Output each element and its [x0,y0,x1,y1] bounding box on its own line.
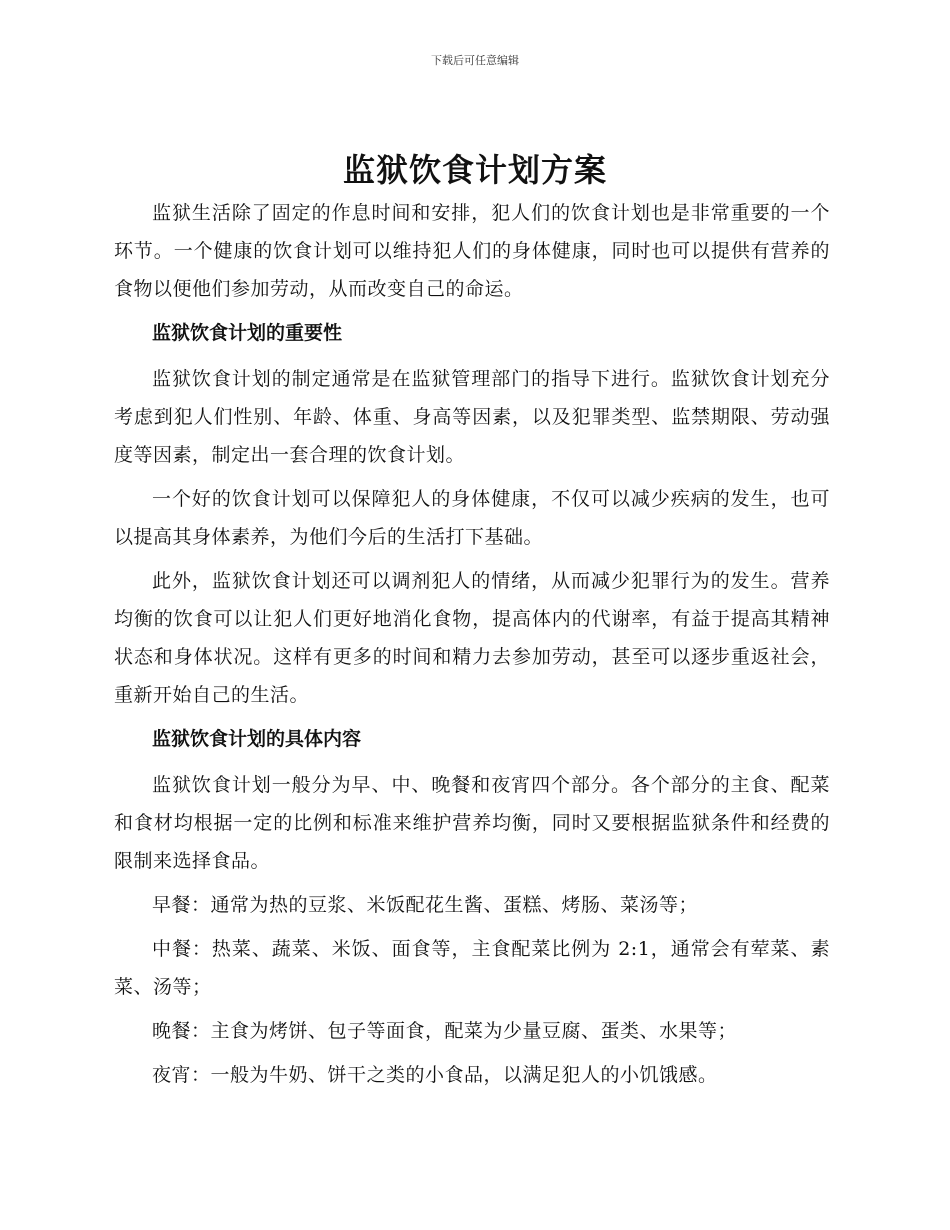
section-heading: 监狱饮食计划的具体内容 [152,728,362,750]
section-heading: 监狱饮食计划的重要性 [152,322,343,344]
paragraph: 监狱饮食计划的制定通常是在监狱管理部门的指导下进行。监狱饮食计划充分考虑到犯人们性别、年龄、体重、身高等因素，以及犯罪类型、监禁期限、劳动强度等因素，制定出一套合理的饮食计划。 [114,368,830,466]
section-importance [114,314,830,714]
meal-lunch: 中餐：热菜、蔬菜、米饭、面食等，主食配菜比例为 2:1，通常会有荤菜、素菜、汤等； [114,938,830,998]
intro-paragraph: 监狱生活除了固定的作息时间和安排，犯人们的饮食计划也是非常重要的一个环节。一个健康的饮食计划可以维持犯人们的身体健康，同时也可以提供有营养的食物以便他们参加劳动，从而改变自己的命运。 [114,202,830,300]
meal-late-night-snack: 夜宵：一般为牛奶、饼干之类的小食品，以满足犯人的小饥饿感。 [152,1064,718,1086]
page-header-note: 下载后可任意编辑 [431,54,519,67]
meal-dinner: 晚餐：主食为烤饼、包子等面食，配菜为少量豆腐、蛋类、水果等； [152,1020,738,1042]
paragraph: 监狱饮食计划一般分为早、中、晚餐和夜宵四个部分。各个部分的主食、配菜和食材均根据一定的比例和标准来维护营养均衡，同时又要根据监狱条件和经费的限制来选择食品。 [114,774,830,872]
section-details [114,720,830,1094]
meal-breakfast: 早餐：通常为热的豆浆、米饭配花生酱、蛋糕、烤肠、菜汤等； [152,894,699,916]
paragraph: 此外，监狱饮食计划还可以调剂犯人的情绪，从而减少犯罪行为的发生。营养均衡的饮食可以让犯人们更好地消化食物，提高体内的代谢率，有益于提高其精神状态和身体状况。这样有更多的时间和精力去参加劳动，甚至可以逐步重返社会，重新开始自己的生活。 [114,570,830,706]
document-title: 监狱饮食计划方案 [342,151,607,189]
document-body [114,194,830,1100]
paragraph: 一个好的饮食计划可以保障犯人的身体健康，不仅可以减少疾病的发生，也可以提高其身体素养，为他们今后的生活打下基础。 [114,488,830,548]
